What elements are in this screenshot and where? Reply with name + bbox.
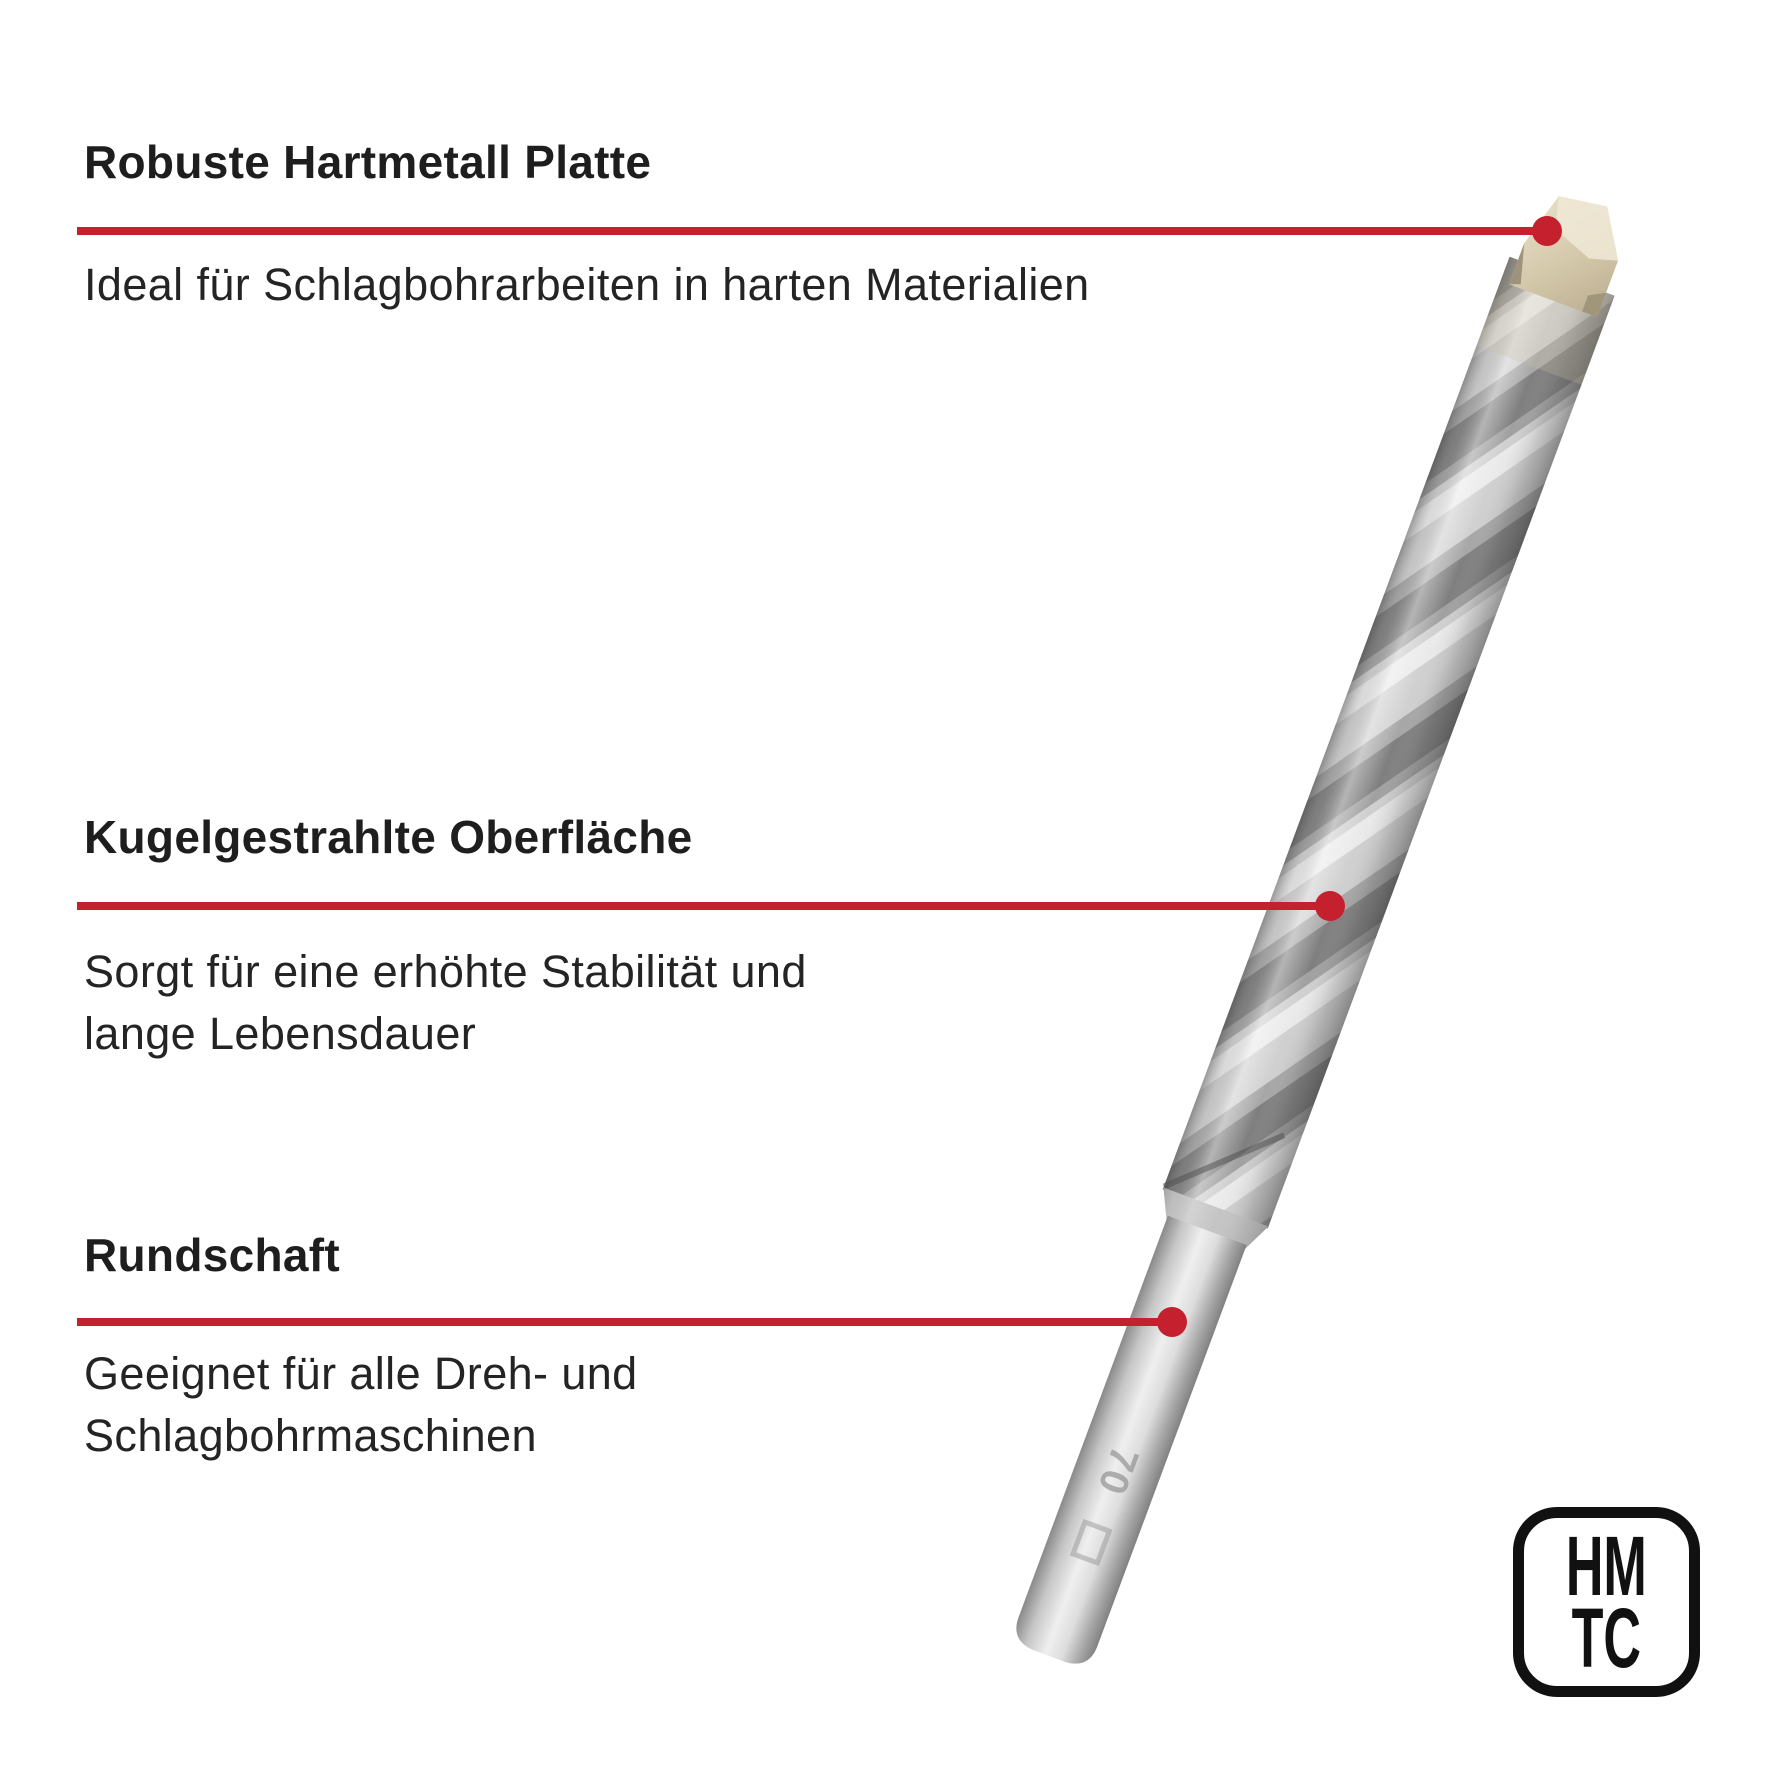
feature-heading-oberflaeche: Kugelgestrahlte Oberfläche xyxy=(84,811,693,863)
callout-dot-hartmetall-platte xyxy=(1532,216,1562,246)
feature-body-rundschaft xyxy=(84,1343,638,1467)
drill-shank xyxy=(1010,1216,1247,1671)
drill-flutes-shading xyxy=(1163,257,1615,1229)
feature-body-oberflaeche xyxy=(84,941,807,1065)
feature-body-line: Schlagbohrmaschinen xyxy=(84,1410,537,1461)
feature-body-hartmetall-platte xyxy=(84,254,1090,316)
hm-tc-badge xyxy=(1513,1507,1700,1697)
callout-dot-rundschaft xyxy=(1157,1307,1187,1337)
feature-body-line: Geeignet für alle Dreh- und xyxy=(84,1348,638,1399)
callout-line-hartmetall-platte xyxy=(77,227,1547,235)
callout-dot-oberflaeche xyxy=(1315,891,1345,921)
feature-body-line: Ideal für Schlagbohrarbeiten in harten Materialien xyxy=(84,259,1090,310)
shank-marking: 70 xyxy=(1088,1440,1147,1502)
callout-line-rundschaft xyxy=(77,1318,1172,1326)
badge-line-hm: HM xyxy=(1565,1519,1647,1613)
callout-line-oberflaeche xyxy=(77,902,1330,910)
hm-tc-badge-text xyxy=(1565,1519,1647,1685)
feature-heading-rundschaft: Rundschaft xyxy=(84,1229,340,1281)
badge-line-tc: TC xyxy=(1571,1591,1642,1685)
feature-body-line: lange Lebensdauer xyxy=(84,1008,477,1059)
drill-bit-group xyxy=(996,181,1642,1676)
feature-heading-hartmetall-platte: Robuste Hartmetall Platte xyxy=(84,136,652,188)
feature-body-line: Sorgt für eine erhöhte Stabilität und xyxy=(84,946,807,997)
